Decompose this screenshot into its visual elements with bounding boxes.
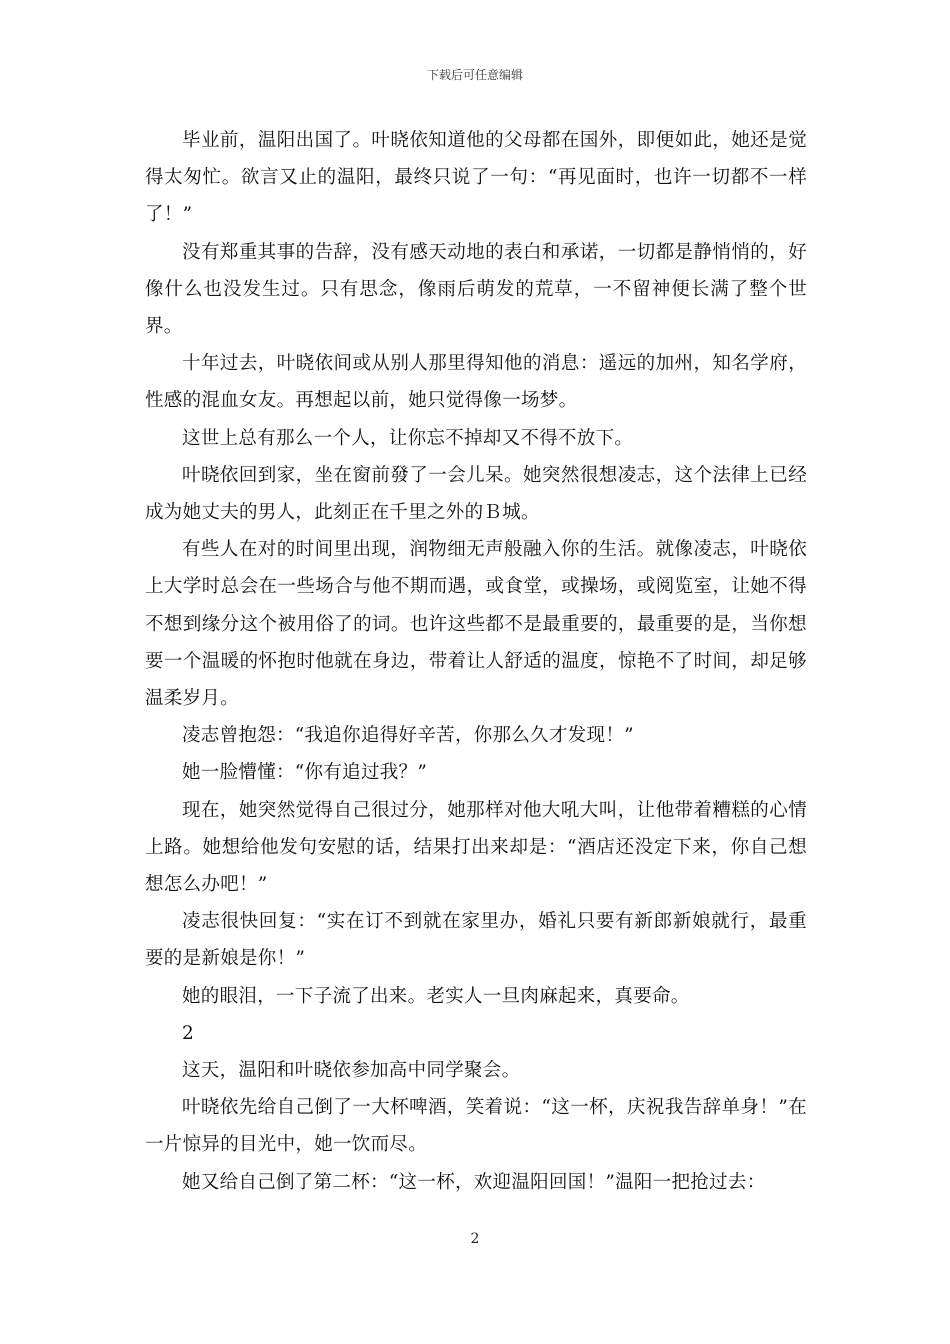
paragraph: 有些人在对的时间里出现，润物细无声般融入你的生活。就像凌志，叶晓依上大学时总会在一些场合与他不期而遇，或食堂，或操场，或阅览室，让她不得不想到缘分这个被用俗了的词。也许这些都不是最重要的，最重要的是，当你想要一个温暖的怀抱时他就在身边，带着让人舒适的温度，惊艳不了时间，却足够温柔岁月。: [145, 539, 807, 710]
page-header: 下载后可任意编辑: [426, 68, 523, 82]
paragraph: 没有郑重其事的告辞，没有感天动地的表白和承诺，一切都是静悄悄的，好像什么也没发生过。只有思念，像雨后萌发的荒草，一不留神便长满了整个世界。: [145, 241, 807, 338]
paragraph: 叶晓依先给自己倒了一大杯啤酒，笑着说：“这一杯，庆祝我告辞单身！”在一片惊异的目光中，她一饮而尽。: [145, 1097, 807, 1156]
page-number: 2: [470, 1231, 480, 1247]
paragraph: 这世上总有那么一个人，让你忘不掉却又不得不放下。: [182, 427, 634, 449]
section-number: 2: [182, 1022, 195, 1044]
paragraph: 这天，温阳和叶晓依参加高中同学聚会。: [182, 1060, 521, 1082]
paragraph: 她又给自己倒了第二杯：“这一杯，欢迎温阳回国！”温阳一把抢过去：: [182, 1171, 766, 1193]
document-body: [145, 122, 807, 1201]
paragraph: 她的眼泪，一下子流了出来。老实人一旦肉麻起来，真要命。: [182, 985, 690, 1007]
paragraph: 叶晓依回到家，坐在窗前發了一会儿呆。她突然很想凌志，这个法律上已经成为她丈夫的男人，此刻正在千里之外的Ｂ城。: [145, 464, 807, 524]
paragraph: 十年过去，叶晓依间或从别人那里得知他的消息：遥远的加州，知名学府，性感的混血女友。再想起以前，她只觉得像一场梦。: [145, 353, 807, 412]
paragraph: 毕业前，温阳出国了。叶晓依知道他的父母都在国外，即便如此，她还是觉得太匆忙。欲言又止的温阳，最终只说了一句：“再见面时，也许一切都不一样了！”: [145, 130, 807, 226]
paragraph: 现在，她突然觉得自己很过分，她那样对他大吼大叫，让他带着糟糕的心情上路。她想给他发句安慰的话，结果打出来却是：“酒店还没定下来，你自己想想怎么办吧！”: [145, 799, 807, 896]
paragraph: 凌志曾抱怨：“我追你追得好辛苦，你那么久才发现！”: [182, 725, 634, 747]
paragraph: 她一脸懵懂：“你有追过我？”: [182, 762, 428, 784]
paragraph: 凌志很快回复：“实在订不到就在家里办，婚礼只要有新郎新娘就行，最重要的是新娘是你！”: [145, 911, 807, 970]
